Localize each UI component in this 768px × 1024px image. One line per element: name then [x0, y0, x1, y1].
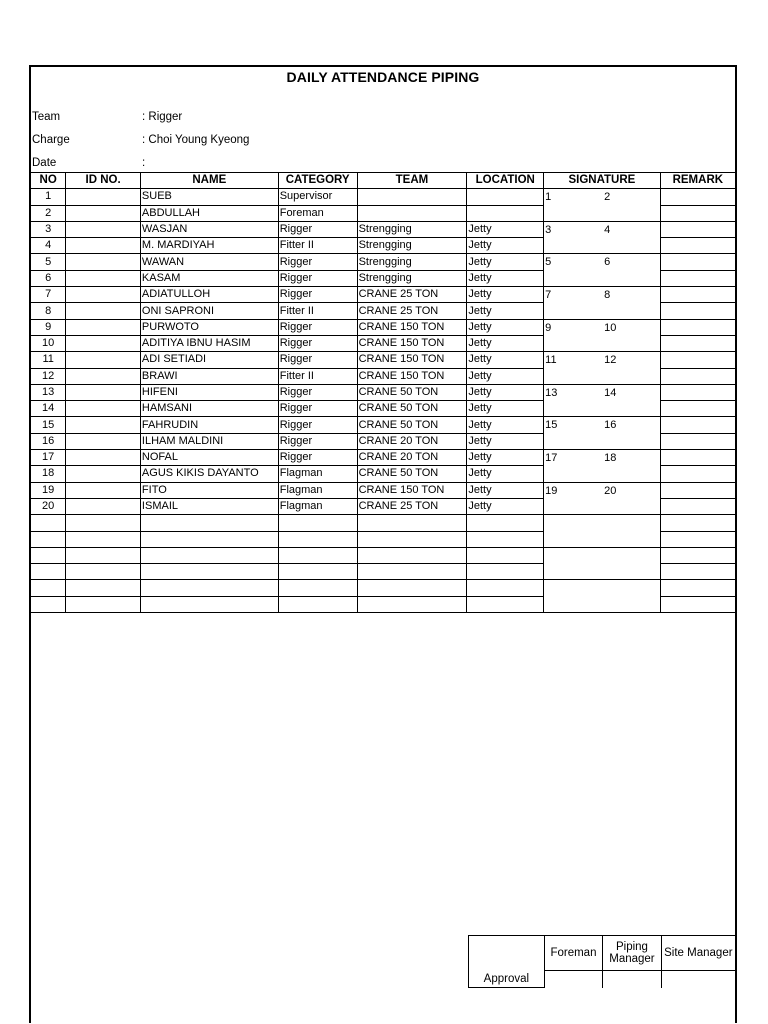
category-cell: Rigger — [278, 221, 357, 237]
id-no-cell — [66, 205, 141, 221]
signature-number: 5 — [545, 256, 552, 269]
name-cell: ABDULLAH — [140, 205, 278, 221]
signature-header: SIGNATURE — [544, 173, 660, 189]
team-cell: CRANE 150 TON — [357, 335, 467, 351]
charge-label: Charge — [32, 134, 70, 146]
remark-cell[interactable] — [660, 303, 735, 319]
table-row — [31, 319, 735, 335]
remark-cell[interactable] — [660, 335, 735, 351]
signature-number: 3 — [545, 223, 552, 236]
attendance-table — [31, 172, 735, 613]
name-cell: M. MARDIYAH — [140, 238, 278, 254]
id-no-cell — [66, 498, 141, 514]
no-header: NO — [31, 173, 66, 189]
charge-value: : Choi Young Kyeong — [142, 134, 250, 146]
signature-cell[interactable] — [544, 287, 660, 320]
category-cell: Rigger — [278, 254, 357, 270]
category-cell: Rigger — [278, 270, 357, 286]
remark-header: REMARK — [660, 173, 735, 189]
team-cell: CRANE 25 TON — [357, 287, 467, 303]
id-no-cell — [66, 482, 141, 498]
signature-number: 4 — [604, 223, 611, 236]
no-cell: 17 — [31, 450, 66, 466]
no-cell: 16 — [31, 433, 66, 449]
name-cell — [140, 564, 278, 580]
category-cell: Flagman — [278, 482, 357, 498]
no-cell: 6 — [31, 270, 66, 286]
signature-number: 12 — [604, 354, 617, 367]
name-cell: PURWOTO — [140, 319, 278, 335]
category-cell: Rigger — [278, 335, 357, 351]
location-cell — [467, 564, 544, 580]
name-cell: AGUS KIKIS DAYANTO — [140, 466, 278, 482]
remark-cell[interactable] — [660, 547, 735, 563]
approval-site-manager-sign — [661, 971, 735, 988]
table-row — [31, 254, 735, 270]
table-row — [31, 189, 735, 205]
remark-cell[interactable] — [660, 221, 735, 237]
signature-cell[interactable] — [544, 352, 660, 385]
team-cell: CRANE 25 TON — [357, 303, 467, 319]
approval-foreman-sign — [544, 971, 603, 988]
id-no-cell — [66, 254, 141, 270]
signature-number: 14 — [604, 386, 617, 399]
signature-cell[interactable] — [544, 450, 660, 483]
category-cell: Rigger — [278, 433, 357, 449]
remark-cell[interactable] — [660, 466, 735, 482]
name-cell — [140, 531, 278, 547]
remark-cell[interactable] — [660, 270, 735, 286]
team-cell: CRANE 150 TON — [357, 352, 467, 368]
remark-cell[interactable] — [660, 205, 735, 221]
category-cell: Foreman — [278, 205, 357, 221]
signature-number: 6 — [604, 256, 611, 269]
id-no-cell — [66, 466, 141, 482]
signature-number: 13 — [545, 386, 558, 399]
signature-number: 18 — [604, 452, 617, 465]
approval-box — [468, 935, 735, 988]
category-cell: Rigger — [278, 384, 357, 400]
remark-cell[interactable] — [660, 401, 735, 417]
no-cell: 15 — [31, 417, 66, 433]
table-row — [31, 547, 735, 563]
location-cell — [467, 515, 544, 531]
signature-cell[interactable] — [544, 319, 660, 352]
category-cell: Rigger — [278, 450, 357, 466]
team-cell: CRANE 50 TON — [357, 466, 467, 482]
category-cell: Rigger — [278, 319, 357, 335]
team-cell — [357, 564, 467, 580]
name-cell: ILHAM MALDINI — [140, 433, 278, 449]
signature-cell[interactable] — [544, 547, 660, 580]
signature-cell[interactable] — [544, 189, 660, 222]
no-cell: 2 — [31, 205, 66, 221]
document-title: DAILY ATTENDANCE PIPING — [286, 69, 480, 85]
location-cell: Jetty — [467, 303, 544, 319]
table-row — [31, 515, 735, 531]
team-cell: CRANE 50 TON — [357, 401, 467, 417]
id-no-cell — [66, 564, 141, 580]
approval-site-manager-header: Site Manager — [661, 936, 735, 971]
location-cell: Jetty — [467, 238, 544, 254]
team-cell: CRANE 25 TON — [357, 498, 467, 514]
name-cell: ONI SAPRONI — [140, 303, 278, 319]
location-cell: Jetty — [467, 254, 544, 270]
id-no-header: ID NO. — [66, 173, 141, 189]
team-header: TEAM — [357, 173, 467, 189]
signature-number: 17 — [545, 452, 558, 465]
signature-cell[interactable] — [544, 254, 660, 287]
team-cell: Strengging — [357, 221, 467, 237]
no-cell — [31, 596, 66, 612]
signature-number: 11 — [545, 354, 557, 367]
name-cell — [140, 580, 278, 596]
remark-cell[interactable] — [660, 564, 735, 580]
id-no-cell — [66, 270, 141, 286]
no-cell — [31, 564, 66, 580]
name-cell: BRAWI — [140, 368, 278, 384]
remark-cell[interactable] — [660, 417, 735, 433]
id-no-cell — [66, 531, 141, 547]
team-cell: CRANE 150 TON — [357, 368, 467, 384]
signature-cell[interactable] — [544, 384, 660, 417]
name-cell: WASJAN — [140, 221, 278, 237]
remark-cell[interactable] — [660, 352, 735, 368]
category-cell: Rigger — [278, 401, 357, 417]
team-cell: CRANE 20 TON — [357, 450, 467, 466]
no-cell: 9 — [31, 319, 66, 335]
location-cell — [467, 547, 544, 563]
location-cell: Jetty — [467, 270, 544, 286]
team-cell — [357, 596, 467, 612]
signature-number: 7 — [545, 289, 552, 302]
no-cell: 3 — [31, 221, 66, 237]
location-cell: Jetty — [467, 433, 544, 449]
team-cell — [357, 205, 467, 221]
team-cell: Strengging — [357, 238, 467, 254]
team-cell — [357, 515, 467, 531]
signature-number: 15 — [545, 419, 558, 432]
team-cell — [357, 547, 467, 563]
remark-cell[interactable] — [660, 384, 735, 400]
id-no-cell — [66, 417, 141, 433]
signature-cell[interactable] — [544, 221, 660, 254]
no-cell: 19 — [31, 482, 66, 498]
remark-cell[interactable] — [660, 450, 735, 466]
location-cell: Jetty — [467, 482, 544, 498]
attendance-sheet — [29, 65, 737, 1023]
remark-cell[interactable] — [660, 531, 735, 547]
remark-cell[interactable] — [660, 498, 735, 514]
name-cell — [140, 515, 278, 531]
remark-cell[interactable] — [660, 580, 735, 596]
date-label: Date — [32, 157, 57, 169]
table-row — [31, 384, 735, 400]
id-no-cell — [66, 450, 141, 466]
location-cell — [467, 596, 544, 612]
remark-cell[interactable] — [660, 254, 735, 270]
category-cell: Flagman — [278, 466, 357, 482]
team-cell: CRANE 150 TON — [357, 319, 467, 335]
approval-piping-manager-sign — [603, 971, 661, 988]
category-cell — [278, 564, 357, 580]
category-cell: Supervisor — [278, 189, 357, 205]
team-cell: CRANE 50 TON — [357, 417, 467, 433]
team-cell — [357, 531, 467, 547]
category-cell: Fitter II — [278, 303, 357, 319]
remark-cell[interactable] — [660, 287, 735, 303]
no-cell: 1 — [31, 189, 66, 205]
remark-cell[interactable] — [660, 368, 735, 384]
category-cell: Flagman — [278, 498, 357, 514]
approval-foreman-header: Foreman — [544, 936, 603, 971]
no-cell: 4 — [31, 238, 66, 254]
location-cell: Jetty — [467, 417, 544, 433]
location-cell — [467, 531, 544, 547]
category-cell: Rigger — [278, 352, 357, 368]
no-cell: 5 — [31, 254, 66, 270]
category-cell — [278, 596, 357, 612]
name-cell: FITO — [140, 482, 278, 498]
no-cell — [31, 547, 66, 563]
id-no-cell — [66, 580, 141, 596]
category-cell — [278, 515, 357, 531]
no-cell: 13 — [31, 384, 66, 400]
id-no-cell — [66, 547, 141, 563]
category-cell — [278, 580, 357, 596]
no-cell — [31, 580, 66, 596]
location-cell: Jetty — [467, 384, 544, 400]
name-cell: ADITIYA IBNU HASIM — [140, 335, 278, 351]
remark-cell[interactable] — [660, 238, 735, 254]
table-row — [31, 287, 735, 303]
signature-number: 19 — [545, 484, 558, 497]
signature-cell[interactable] — [544, 417, 660, 450]
id-no-cell — [66, 335, 141, 351]
location-cell: Jetty — [467, 368, 544, 384]
signature-number: 2 — [604, 191, 611, 204]
category-cell — [278, 547, 357, 563]
team-cell: CRANE 20 TON — [357, 433, 467, 449]
name-cell: FAHRUDIN — [140, 417, 278, 433]
category-cell: Fitter II — [278, 238, 357, 254]
team-value: : Rigger — [142, 111, 183, 123]
category-cell — [278, 531, 357, 547]
id-no-cell — [66, 384, 141, 400]
name-cell: KASAM — [140, 270, 278, 286]
remark-cell[interactable] — [660, 433, 735, 449]
name-cell: SUEB — [140, 189, 278, 205]
location-cell: Jetty — [467, 401, 544, 417]
date-value: : — [142, 157, 146, 169]
location-cell: Jetty — [467, 450, 544, 466]
id-no-cell — [66, 515, 141, 531]
id-no-cell — [66, 401, 141, 417]
id-no-cell — [66, 368, 141, 384]
signature-cell[interactable] — [544, 580, 660, 613]
location-cell: Jetty — [467, 221, 544, 237]
remark-cell[interactable] — [660, 189, 735, 205]
signature-number: 16 — [604, 419, 617, 432]
table-row — [31, 450, 735, 466]
name-cell — [140, 596, 278, 612]
no-cell: 11 — [31, 352, 66, 368]
no-cell: 8 — [31, 303, 66, 319]
team-cell: Strengging — [357, 270, 467, 286]
id-no-cell — [66, 287, 141, 303]
table-row — [31, 417, 735, 433]
location-cell: Jetty — [467, 335, 544, 351]
no-cell: 7 — [31, 287, 66, 303]
id-no-cell — [66, 596, 141, 612]
name-cell: HIFENI — [140, 384, 278, 400]
name-cell: ADIATULLOH — [140, 287, 278, 303]
location-cell: Jetty — [467, 498, 544, 514]
signature-cell[interactable] — [544, 482, 660, 515]
table-row — [31, 580, 735, 596]
no-cell — [31, 531, 66, 547]
name-header: NAME — [140, 173, 278, 189]
signature-number: 10 — [604, 321, 617, 334]
team-label: Team — [32, 111, 61, 123]
team-cell — [357, 189, 467, 205]
id-no-cell — [66, 352, 141, 368]
signature-number: 20 — [604, 484, 617, 497]
table-row — [31, 221, 735, 237]
signature-number: 1 — [545, 191, 552, 204]
name-cell: HAMSANI — [140, 401, 278, 417]
category-header: CATEGORY — [278, 173, 357, 189]
location-header: LOCATION — [467, 173, 544, 189]
no-cell — [31, 515, 66, 531]
team-cell: CRANE 50 TON — [357, 384, 467, 400]
approval-label: Approval — [469, 936, 545, 988]
remark-cell[interactable] — [660, 596, 735, 612]
name-cell: ISMAIL — [140, 498, 278, 514]
id-no-cell — [66, 303, 141, 319]
remark-cell[interactable] — [660, 482, 735, 498]
location-cell: Jetty — [467, 287, 544, 303]
signature-number: 8 — [604, 289, 611, 302]
signature-cell[interactable] — [544, 515, 660, 548]
remark-cell[interactable] — [660, 515, 735, 531]
location-cell — [467, 580, 544, 596]
team-cell — [357, 580, 467, 596]
no-cell: 12 — [31, 368, 66, 384]
location-cell: Jetty — [467, 319, 544, 335]
category-cell: Rigger — [278, 287, 357, 303]
id-no-cell — [66, 221, 141, 237]
no-cell: 18 — [31, 466, 66, 482]
id-no-cell — [66, 189, 141, 205]
name-cell: NOFAL — [140, 450, 278, 466]
location-cell — [467, 189, 544, 205]
name-cell: ADI SETIADI — [140, 352, 278, 368]
category-cell: Fitter II — [278, 368, 357, 384]
category-cell: Rigger — [278, 417, 357, 433]
no-cell: 10 — [31, 335, 66, 351]
location-cell: Jetty — [467, 352, 544, 368]
name-cell: WAWAN — [140, 254, 278, 270]
id-no-cell — [66, 238, 141, 254]
approval-piping-manager-header: Piping Manager — [603, 936, 661, 971]
remark-cell[interactable] — [660, 319, 735, 335]
location-cell — [467, 205, 544, 221]
signature-number: 9 — [545, 321, 552, 334]
id-no-cell — [66, 319, 141, 335]
location-cell: Jetty — [467, 466, 544, 482]
no-cell: 14 — [31, 401, 66, 417]
team-cell: CRANE 150 TON — [357, 482, 467, 498]
no-cell: 20 — [31, 498, 66, 514]
name-cell — [140, 547, 278, 563]
table-row — [31, 482, 735, 498]
id-no-cell — [66, 433, 141, 449]
table-row — [31, 352, 735, 368]
team-cell: Strengging — [357, 254, 467, 270]
